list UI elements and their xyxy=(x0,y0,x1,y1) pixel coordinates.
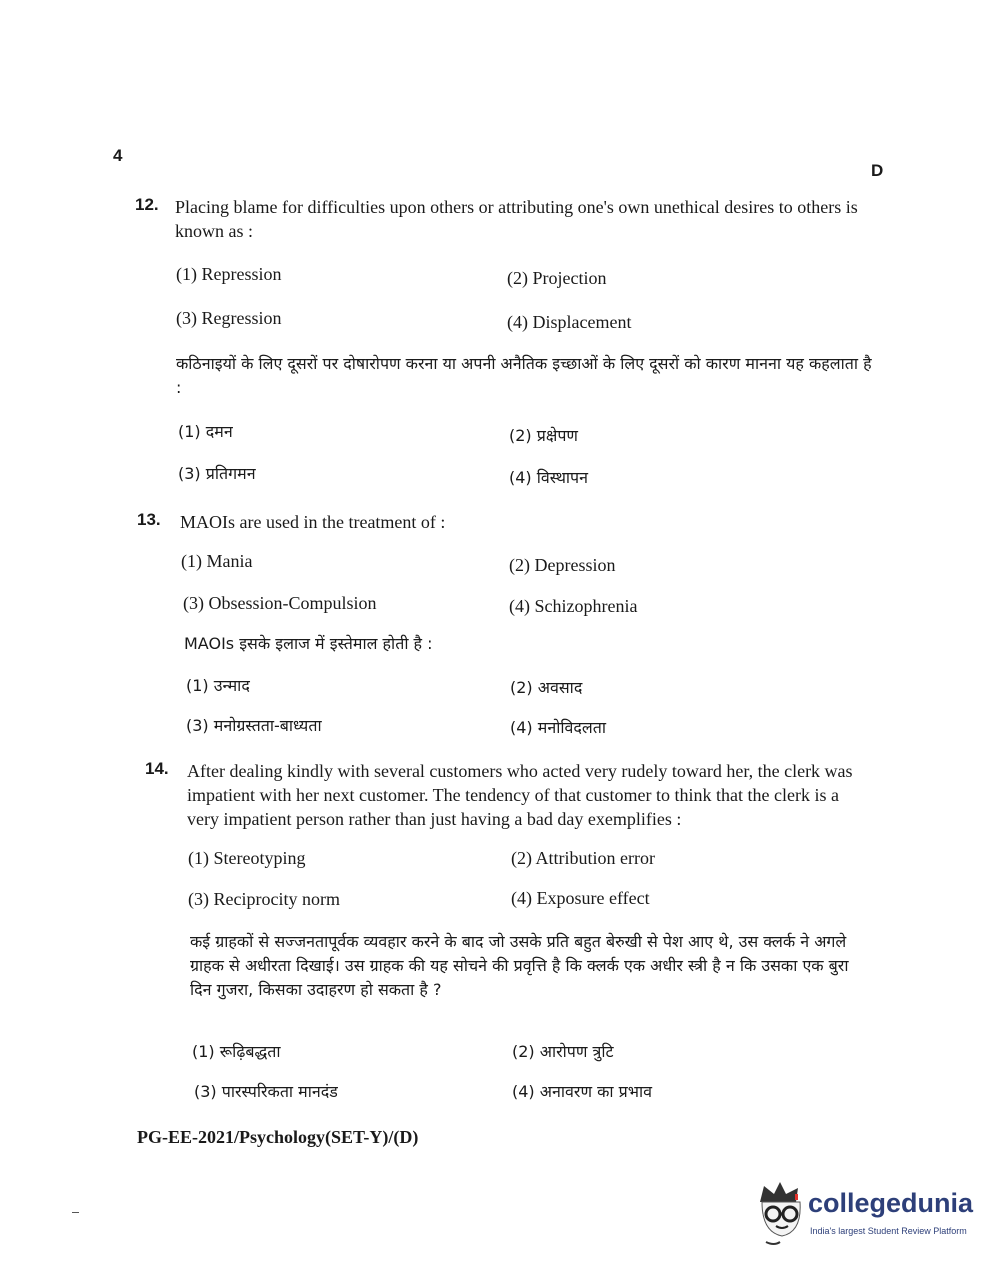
question-12-option-4-en: (4) Displacement xyxy=(507,312,632,332)
question-13-option-3-hi: (3) मनोग्रस्तता-बाध्यता xyxy=(186,716,322,735)
question-14-text-hi: कई ग्राहकों से सज्जनतापूर्वक व्यवहार करने के बाद जो उसके प्रति बहुत बेरुखी से पेश आए थे, उस क्लर्क ने अगले ग्राहक से अधीरता दिखाई। उस ग्राहक की यह सोचने की प्रवृत्ति है कि क्लर्क एक अधीर स्त्री है न कि उसका एक बुरा दिन गुजरा, किसका उदाहरण हो सकता है ? xyxy=(190,932,849,999)
question-12-option-3-hi: (3) प्रतिगमन xyxy=(178,464,256,483)
question-13-option-4-hi: (4) मनोविदलता xyxy=(510,718,606,737)
question-14-number: 14. xyxy=(145,759,169,778)
question-13-option-1-en: (1) Mania xyxy=(181,551,253,571)
scan-mark xyxy=(72,1212,79,1213)
question-12-option-2-en: (2) Projection xyxy=(507,268,607,288)
question-14-option-3-hi: (3) पारस्परिकता मानदंड xyxy=(194,1082,338,1101)
set-code: D xyxy=(871,161,884,180)
question-12-option-4-hi: (4) विस्थापन xyxy=(509,468,589,487)
watermark-tagline: India's largest Student Review Platform xyxy=(810,1226,967,1236)
question-13-option-1-hi: (1) उन्माद xyxy=(186,676,250,695)
question-12-text-hi: कठिनाइयों के लिए दूसरों पर दोषारोपण करना या अपनी अनैतिक इच्छाओं के लिए दूसरों को कारण मानना यह कहलाता है : xyxy=(176,354,872,397)
question-13-option-4-en: (4) Schizophrenia xyxy=(509,596,638,616)
question-12-option-3-en: (3) Regression xyxy=(176,308,282,328)
question-13-number: 13. xyxy=(137,510,161,529)
collegedunia-mascot-icon xyxy=(752,1180,810,1250)
question-14-option-2-en: (2) Attribution error xyxy=(511,848,655,868)
question-14-option-4-en: (4) Exposure effect xyxy=(511,888,650,908)
question-13-option-3-en: (3) Obsession-Compulsion xyxy=(183,593,377,613)
footer-paper-code: PG-EE-2021/Psychology(SET-Y)/(D) xyxy=(137,1127,419,1147)
watermark-brand-name: collegedunia xyxy=(808,1188,974,1218)
question-14-option-4-hi: (4) अनावरण का प्रभाव xyxy=(512,1082,653,1101)
page-number: 4 xyxy=(113,146,123,165)
question-12-number: 12. xyxy=(135,195,159,214)
question-13-text-hi: MAOIs इसके इलाज में इस्तेमाल होती है : xyxy=(184,634,433,653)
question-14-option-1-hi: (1) रूढ़िबद्धता xyxy=(192,1042,281,1061)
question-14-option-3-en: (3) Reciprocity norm xyxy=(188,889,340,909)
question-13-option-2-hi: (2) अवसाद xyxy=(510,678,583,697)
question-12-option-2-hi: (2) प्रक्षेपण xyxy=(509,426,578,445)
question-12-option-1-en: (1) Repression xyxy=(176,264,282,284)
question-14-option-2-hi: (2) आरोपण त्रुटि xyxy=(512,1042,614,1061)
question-13-text-en: MAOIs are used in the treatment of : xyxy=(180,512,446,532)
question-13-option-2-en: (2) Depression xyxy=(509,555,616,575)
question-14-text-en: After dealing kindly with several customers who acted very rudely toward her, the clerk was impatient with her next customer. The tendency of that customer to think that the clerk is a very impatient person rather than just having a bad day exemplifies : xyxy=(187,761,853,829)
question-12-text-en: Placing blame for difficulties upon others or attributing one's own unethical desires to others is known as : xyxy=(175,197,858,241)
question-12-option-1-hi: (1) दमन xyxy=(178,422,233,441)
question-14-option-1-en: (1) Stereotyping xyxy=(188,848,306,868)
